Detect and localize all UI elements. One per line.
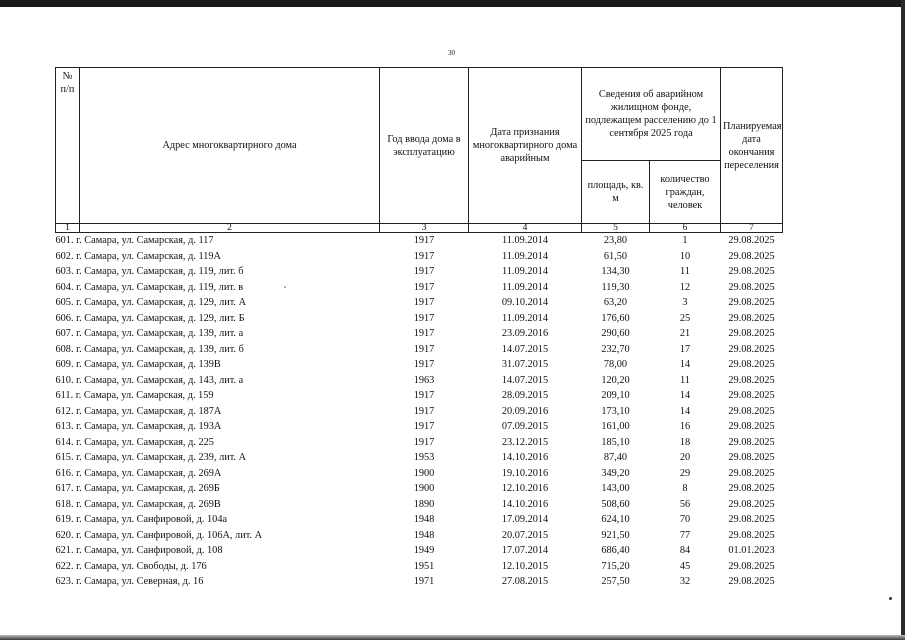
table-row (56, 450, 783, 466)
cell-year: 1917 (413, 312, 435, 324)
cell-year: 1900 (413, 483, 435, 494)
cell-people: 14 (679, 405, 691, 417)
cell-year: 1917 (413, 297, 435, 308)
table-row (56, 419, 783, 435)
table-row (56, 373, 783, 389)
cell-area: 508,60 (601, 498, 630, 510)
scan-border-top (0, 0, 905, 7)
table-row (56, 326, 783, 342)
cell-area: 176,60 (601, 312, 630, 324)
cell-emergency-date: 14.10.2016 (501, 452, 549, 463)
cell-year: 1917 (413, 421, 435, 432)
column-number: 1 (56, 224, 80, 233)
cell-emergency-date: 20.09.2016 (501, 405, 549, 417)
cell-planned-date: 29.08.2025 (728, 312, 775, 324)
cell-emergency-date: 11.09.2014 (502, 250, 548, 262)
cell-planned-date: 29.08.2025 (728, 281, 775, 293)
cell-people: 11 (680, 266, 690, 277)
cell-planned-date: 29.08.2025 (728, 421, 775, 432)
cell-area: 119,30 (601, 281, 630, 293)
table-row (56, 388, 783, 404)
cell-address: 602. г. Самара, ул. Самарская, д. 119А (55, 250, 221, 262)
table-row (56, 404, 783, 420)
cell-address: 616. г. Самара, ул. Самарская, д. 269А (55, 467, 222, 479)
cell-year: 1948 (413, 529, 435, 541)
cell-address: 608. г. Самара, ул. Самарская, д. 139, лит. б (55, 343, 244, 355)
cell-planned-date: 29.08.2025 (728, 576, 775, 587)
table-row (56, 295, 783, 311)
cell-people: 84 (679, 545, 691, 556)
cell-planned-date: 29.08.2025 (728, 436, 775, 448)
cell-address: 609. г. Самара, ул. Самарская, д. 139В (55, 359, 221, 370)
scan-speck (889, 597, 892, 600)
cell-emergency-date: 23.12.2015 (501, 436, 549, 448)
page-number: 30 (448, 49, 455, 57)
column-number: 2 (80, 224, 380, 233)
cell-area: 715,20 (601, 560, 630, 572)
header-area: площадь, кв. м (582, 161, 650, 224)
cell-area: 349,20 (601, 467, 630, 479)
cell-year: 1971 (413, 576, 435, 587)
cell-emergency-date: 12.10.2016 (501, 483, 549, 494)
cell-address: 612. г. Самара, ул. Самарская, д. 187А (55, 405, 222, 417)
cell-planned-date: 29.08.2025 (728, 452, 775, 463)
header-people: количество граждан, человек (650, 161, 721, 224)
cell-people: 17 (679, 343, 691, 355)
column-number: 4 (469, 224, 582, 233)
cell-address: 623. г. Самара, ул. Северная, д. 16 (55, 576, 204, 587)
header-planned-date: Планируемая дата окончания переселения (721, 68, 783, 224)
cell-people: 56 (679, 498, 691, 510)
cell-address: 603. г. Самара, ул. Самарская, д. 119, лит. б (55, 266, 244, 277)
cell-emergency-date: 23.09.2016 (501, 328, 549, 339)
cell-area: 61,50 (603, 250, 628, 262)
cell-address: 604. г. Самара, ул. Самарская, д. 119, лит. в (55, 281, 244, 293)
cell-address: 619. г. Самара, ул. Санфировой, д. 104а (55, 514, 228, 525)
table-row (56, 435, 783, 451)
table-row (56, 559, 783, 575)
cell-area: 120,20 (601, 374, 630, 386)
emergency-housing-table (55, 67, 783, 590)
cell-year: 1953 (413, 452, 435, 463)
cell-emergency-date: 11.09.2014 (502, 312, 548, 324)
cell-area: 78,00 (603, 359, 628, 370)
cell-people: 77 (679, 529, 691, 541)
cell-area: 185,10 (601, 436, 630, 448)
cell-emergency-date: 27.08.2015 (501, 576, 549, 587)
cell-area: 161,00 (601, 421, 630, 432)
cell-address: 621. г. Самара, ул. Санфировой, д. 108 (55, 545, 223, 556)
cell-year: 1917 (413, 436, 435, 448)
cell-emergency-date: 17.09.2014 (501, 514, 549, 525)
cell-planned-date: 29.08.2025 (728, 235, 775, 246)
table-row (56, 574, 783, 590)
cell-planned-date: 29.08.2025 (728, 297, 775, 308)
cell-planned-date: 29.08.2025 (728, 390, 775, 401)
table-row (56, 264, 783, 280)
cell-emergency-date: 14.07.2015 (501, 343, 549, 355)
cell-planned-date: 29.08.2025 (728, 328, 775, 339)
cell-people: 18 (679, 436, 691, 448)
cell-year: 1917 (413, 328, 435, 339)
cell-people: 70 (679, 514, 691, 525)
cell-year: 1963 (413, 374, 435, 386)
cell-planned-date: 29.08.2025 (728, 529, 775, 541)
cell-planned-date: 29.08.2025 (728, 250, 775, 262)
cell-area: 23,80 (603, 235, 628, 246)
cell-area: 290,60 (601, 328, 630, 339)
cell-people: 8 (682, 483, 688, 494)
cell-people: 21 (679, 328, 691, 339)
cell-emergency-date: 07.09.2015 (501, 421, 549, 432)
cell-emergency-date: 09.10.2014 (501, 297, 549, 308)
cell-people: 11 (680, 374, 690, 386)
header-emergency-date: Дата признания многоквартирного дома аварийным (469, 68, 582, 224)
cell-year: 1917 (413, 359, 435, 370)
cell-planned-date: 29.08.2025 (728, 405, 775, 417)
cell-planned-date: 29.08.2025 (728, 266, 775, 277)
cell-people: 3 (682, 297, 688, 308)
cell-emergency-date: 11.09.2014 (502, 235, 548, 246)
cell-emergency-date: 11.09.2014 (502, 266, 548, 277)
cell-area: 63,20 (603, 297, 628, 308)
cell-year: 1917 (413, 405, 435, 417)
cell-planned-date: 29.08.2025 (728, 498, 775, 510)
cell-address: 606. г. Самара, ул. Самарская, д. 129, лит. Б (55, 312, 245, 324)
cell-planned-date: 29.08.2025 (728, 343, 775, 355)
cell-planned-date: 29.08.2025 (728, 560, 775, 572)
cell-address: 613. г. Самара, ул. Самарская, д. 193А (55, 421, 222, 432)
table-row (56, 357, 783, 373)
cell-area: 232,70 (601, 343, 630, 355)
table-row (56, 512, 783, 528)
cell-area: 624,10 (601, 514, 630, 525)
cell-planned-date: 29.08.2025 (728, 483, 775, 494)
cell-area: 209,10 (601, 390, 630, 401)
cell-planned-date: 01.01.2023 (728, 545, 775, 556)
cell-area: 921,50 (601, 529, 630, 541)
cell-address: 605. г. Самара, ул. Самарская, д. 129, лит. А (55, 297, 247, 308)
scan-border-right (901, 0, 905, 640)
column-number: 5 (582, 224, 650, 233)
cell-emergency-date: 28.09.2015 (501, 390, 549, 401)
cell-address: 615. г. Самара, ул. Самарская, д. 239, лит. А (55, 452, 247, 463)
cell-emergency-date: 11.09.2014 (502, 281, 548, 293)
cell-area: 87,40 (603, 452, 628, 463)
cell-planned-date: 29.08.2025 (728, 467, 775, 479)
cell-emergency-date: 12.10.2015 (501, 560, 549, 572)
cell-year: 1917 (413, 235, 435, 246)
cell-year: 1948 (413, 514, 435, 525)
cell-people: 20 (679, 452, 691, 463)
cell-area: 134,30 (601, 266, 630, 277)
cell-people: 29 (679, 467, 691, 479)
cell-address: 618. г. Самара, ул. Самарская, д. 269В (55, 498, 221, 510)
table-row (56, 481, 783, 497)
cell-area: 143,00 (601, 483, 630, 494)
column-number: 3 (380, 224, 469, 233)
cell-year: 1917 (413, 266, 435, 277)
column-number: 7 (721, 224, 783, 233)
cell-planned-date: 29.08.2025 (728, 514, 775, 525)
cell-address: 611. г. Самара, ул. Самарская, д. 159 (55, 390, 214, 401)
table-row (56, 497, 783, 513)
cell-people: 12 (679, 281, 691, 293)
cell-address: 620. г. Самара, ул. Санфировой, д. 106А, лит. А (55, 529, 263, 541)
cell-people: 1 (682, 235, 688, 246)
cell-year: 1890 (413, 498, 435, 510)
table-row (56, 311, 783, 327)
cell-address: 607. г. Самара, ул. Самарская, д. 139, лит. а (55, 328, 244, 339)
cell-people: 14 (679, 359, 691, 370)
cell-emergency-date: 31.07.2015 (501, 359, 549, 370)
cell-emergency-date: 14.10.2016 (501, 498, 549, 510)
cell-emergency-date: 19.10.2016 (501, 467, 549, 479)
cell-area: 173,10 (601, 405, 630, 417)
header-commission-year: Год ввода дома в эксплуатацию (380, 68, 469, 224)
cell-year: 1917 (413, 250, 435, 262)
cell-address: 610. г. Самара, ул. Самарская, д. 143, лит. а (55, 374, 244, 386)
cell-people: 10 (679, 250, 691, 262)
cell-year: 1949 (413, 545, 435, 556)
column-number: 6 (650, 224, 721, 233)
table-row (56, 280, 783, 296)
cell-address: 601. г. Самара, ул. Самарская, д. 117 (55, 235, 214, 246)
cell-year: 1951 (413, 560, 435, 572)
table-row (56, 233, 783, 249)
cell-year: 1917 (413, 343, 435, 355)
cell-people: 32 (679, 576, 691, 587)
cell-emergency-date: 17.07.2014 (501, 545, 549, 556)
cell-address: 617. г. Самара, ул. Самарская, д. 269Б (55, 483, 220, 494)
cell-year: 1900 (413, 467, 435, 479)
cell-year: 1917 (413, 390, 435, 401)
cell-people: 25 (679, 312, 691, 324)
cell-area: 686,40 (601, 545, 630, 556)
header-emergency-fund-group: Сведения об аварийном жилищном фонде, подлежащем расселению до 1 сентября 2025 года (582, 68, 721, 161)
scan-border-bottom (0, 635, 905, 640)
table-body (56, 233, 783, 590)
table-row (56, 466, 783, 482)
cell-address: 614. г. Самара, ул. Самарская, д. 225 (55, 436, 214, 448)
cell-planned-date: 29.08.2025 (728, 359, 775, 370)
cell-emergency-date: 20.07.2015 (501, 529, 549, 541)
cell-people: 45 (679, 560, 691, 572)
table-row (56, 342, 783, 358)
table-row (56, 528, 783, 544)
cell-address: 622. г. Самара, ул. Свободы, д. 176 (55, 560, 207, 572)
cell-area: 257,50 (601, 576, 630, 587)
cell-people: 16 (679, 421, 691, 432)
cell-year: 1917 (413, 281, 435, 293)
header-address: Адрес многоквартирного дома (80, 68, 380, 224)
cell-planned-date: 29.08.2025 (728, 374, 775, 386)
cell-people: 14 (679, 390, 691, 401)
cell-emergency-date: 14.07.2015 (501, 374, 549, 386)
table-row (56, 543, 783, 559)
header-row-number: № п/п (56, 68, 80, 224)
table-row (56, 249, 783, 265)
